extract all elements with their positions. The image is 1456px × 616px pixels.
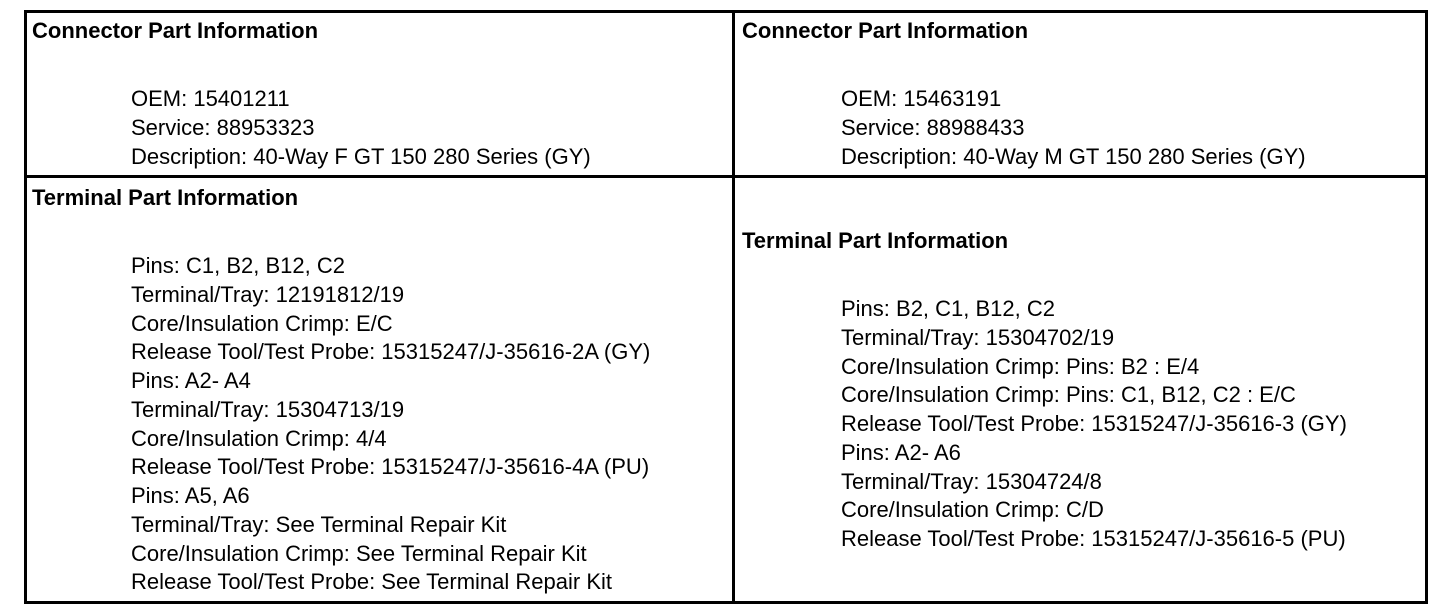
right-connector-heading: Connector Part Information <box>742 18 1029 43</box>
terminal-line: Release Tool/Test Probe: See Terminal Repair Kit <box>131 569 612 595</box>
left-terminal-heading: Terminal Part Information <box>32 185 299 210</box>
terminal-line: Terminal/Tray: 15304713/19 <box>131 396 405 422</box>
terminal-line: Release Tool/Test Probe: 15315247/J-35616-3 (GY) <box>841 411 1347 436</box>
left-connector-description: Description: 40-Way F GT 150 280 Series (GY) <box>131 143 591 169</box>
terminal-line: Release Tool/Test Probe: 15315247/J-35616-4A (PU) <box>131 454 650 480</box>
right-connector-oem: OEM: 15463191 <box>841 86 1002 111</box>
right-terminal-heading: Terminal Part Information <box>742 228 1009 253</box>
left-connector-heading: Connector Part Information <box>32 18 319 43</box>
terminal-line: Core/Insulation Crimp: See Terminal Repair Kit <box>131 540 587 566</box>
column-divider <box>732 10 735 604</box>
terminal-line: Pins: A2- A6 <box>841 439 961 465</box>
terminal-line: Core/Insulation Crimp: Pins: C1, B12, C2 : E/C <box>841 382 1296 408</box>
left-connector-oem: OEM: 15401211 <box>131 86 290 111</box>
terminal-line: Core/Insulation Crimp: Pins: B2 : E/4 <box>841 353 1200 379</box>
terminal-line: Pins: C1, B2, B12, C2 <box>131 253 345 278</box>
terminal-line: Terminal/Tray: See Terminal Repair Kit <box>131 511 507 537</box>
right-connector-description: Description: 40-Way M GT 150 280 Series (GY) <box>841 143 1306 169</box>
terminal-line: Terminal/Tray: 12191812/19 <box>131 281 405 307</box>
terminal-line: Pins: B2, C1, B12, C2 <box>841 296 1055 321</box>
left-connector-details <box>131 85 591 171</box>
left-connector-service: Service: 88953323 <box>131 114 315 140</box>
row-divider <box>24 175 1428 178</box>
terminal-line: Core/Insulation Crimp: C/D <box>841 497 1104 523</box>
right-connector-service: Service: 88988433 <box>841 114 1025 140</box>
terminal-line: Release Tool/Test Probe: 15315247/J-35616-2A (GY) <box>131 339 651 365</box>
terminal-line: Terminal/Tray: 15304724/8 <box>841 468 1102 494</box>
terminal-line: Release Tool/Test Probe: 15315247/J-35616-5 (PU) <box>841 526 1346 551</box>
terminal-line: Core/Insulation Crimp: E/C <box>131 310 393 336</box>
terminal-line: Pins: A2- A4 <box>131 368 251 393</box>
terminal-line: Terminal/Tray: 15304702/19 <box>841 324 1115 350</box>
left-terminal-details <box>131 252 650 597</box>
right-terminal-details <box>841 295 1347 554</box>
right-connector-details <box>841 85 1306 171</box>
terminal-line: Core/Insulation Crimp: 4/4 <box>131 425 387 451</box>
terminal-line: Pins: A5, A6 <box>131 483 250 508</box>
